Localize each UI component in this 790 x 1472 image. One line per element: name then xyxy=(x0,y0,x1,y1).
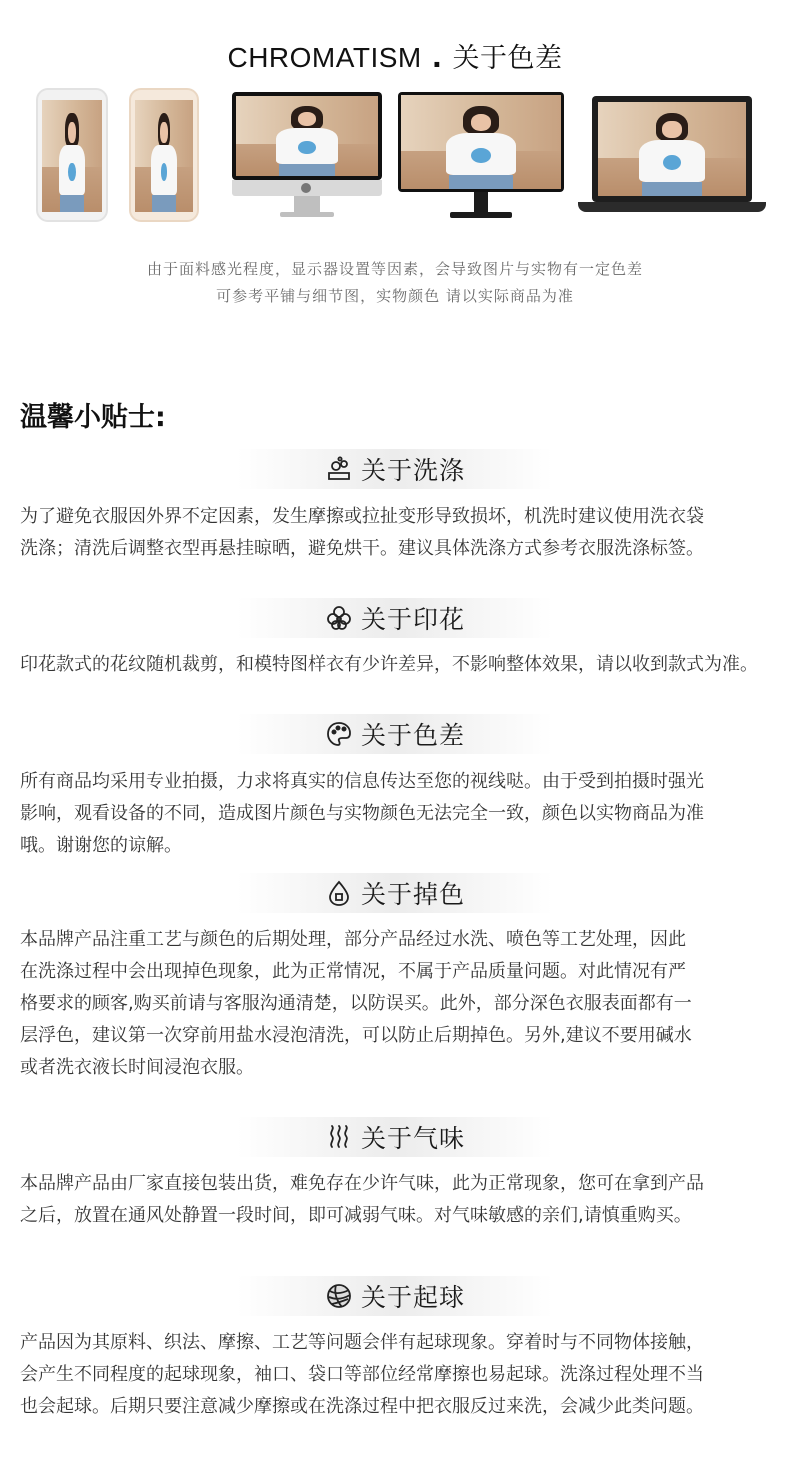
phone-silver xyxy=(36,88,108,222)
section-title: 关于洗涤 xyxy=(360,456,465,485)
section-title: 关于印花 xyxy=(360,605,465,634)
tips-heading: 温馨小贴士: xyxy=(20,402,166,433)
text-line: 格要求的顾客,购买前请与客服沟通清楚，以防误买。此外，部分深色衣服表面都有一 xyxy=(20,993,692,1014)
drop-icon xyxy=(325,879,353,907)
section-odor-header xyxy=(0,1117,790,1157)
text-line: 哦。谢谢您的谅解。 xyxy=(20,835,182,856)
section-print-header xyxy=(0,598,790,638)
device-lineup xyxy=(0,84,790,224)
text-line: 或者洗衣液长时间浸泡衣服。 xyxy=(20,1057,254,1078)
text-line: 本品牌产品注重工艺与颜色的后期处理，部分产品经过水洗、喷色等工艺处理，因此 xyxy=(20,929,686,950)
product-photo xyxy=(135,100,193,212)
text-line: 所有商品均采用专业拍摄，力求将真实的信息传达至您的视线哒。由于受到拍摄时强光 xyxy=(20,771,704,792)
laundry-icon xyxy=(325,455,353,483)
title-cn: 关于色差 xyxy=(452,43,563,74)
chromatism-note-line2: 可参考平铺与细节图，实物颜色 请以实际商品为准 xyxy=(216,287,574,305)
section-color-diff-header xyxy=(0,714,790,754)
text-line: 产品因为其原料、织法、摩擦、工艺等问题会伴有起球现象。穿着时与不同物体接触， xyxy=(20,1332,704,1353)
section-print-text xyxy=(20,649,772,681)
odor-icon xyxy=(325,1123,353,1151)
product-photo xyxy=(236,96,378,176)
section-odor-text xyxy=(20,1168,772,1232)
section-pilling-text xyxy=(20,1327,772,1423)
desktop-monitor xyxy=(398,92,564,220)
text-line: 会产生不同程度的起球现象，袖口、袋口等部位经常摩擦也易起球。洗涤过程处理不当 xyxy=(20,1364,704,1385)
chromatism-note-line1: 由于面料感光程度，显示器设置等因素，会导致图片与实物有一定色差 xyxy=(146,260,643,278)
section-pilling-header xyxy=(0,1276,790,1316)
yarn-ball-icon xyxy=(325,1282,353,1310)
product-photo xyxy=(401,95,561,189)
product-photo xyxy=(42,100,102,212)
text-line: 本品牌产品由厂家直接包装出货，难免存在少许气味，此为正常现象，您可在拿到产品 xyxy=(20,1173,704,1194)
section-title: 关于气味 xyxy=(360,1124,465,1153)
section-washing-header xyxy=(0,449,790,489)
phone-gold xyxy=(129,88,199,222)
flower-icon xyxy=(325,604,353,632)
text-line: 影响，观看设备的不同，造成图片颜色与实物颜色无法完全一致，颜色以实物商品为准 xyxy=(20,803,704,824)
title-en: CHROMATISM xyxy=(227,42,422,73)
imac-display xyxy=(232,92,382,220)
section-washing-text xyxy=(20,501,772,565)
text-line: 在洗涤过程中会出现掉色现象，此为正常情况，不属于产品质量问题。对此情况有严 xyxy=(20,961,686,982)
apple-logo-icon xyxy=(301,183,311,193)
section-fading-text xyxy=(20,924,772,1084)
product-photo xyxy=(598,102,746,196)
text-line: 洗涤；清洗后调整衣型再悬挂晾晒，避免烘干。建议具体洗涤方式参考衣服洗涤标签。 xyxy=(20,538,704,559)
page-title xyxy=(0,36,790,75)
text-line: 之后，放置在通风处静置一段时间，即可减弱气味。对气味敏感的亲们,请慎重购买。 xyxy=(20,1205,692,1226)
laptop xyxy=(578,96,766,220)
section-title: 关于色差 xyxy=(360,721,465,750)
palette-icon xyxy=(325,720,353,748)
title-dot: . xyxy=(431,43,443,74)
section-title: 关于起球 xyxy=(360,1283,465,1312)
text-line: 也会起球。后期只要注意减少摩擦或在洗涤过程中把衣服反过来洗，会减少此类问题。 xyxy=(20,1396,704,1417)
text-line: 层浮色，建议第一次穿前用盐水浸泡清洗，可以防止后期掉色。另外,建议不要用碱水 xyxy=(20,1025,692,1046)
section-title: 关于掉色 xyxy=(360,880,465,909)
text-line: 印花款式的花纹随机裁剪，和模特图样衣有少许差异，不影响整体效果，请以收到款式为准。 xyxy=(20,654,758,675)
section-color-diff-text xyxy=(20,766,772,862)
text-line: 为了避免衣服因外界不定因素，发生摩擦或拉扯变形导致损坏，机洗时建议使用洗衣袋 xyxy=(20,506,704,527)
section-fading-header xyxy=(0,873,790,913)
